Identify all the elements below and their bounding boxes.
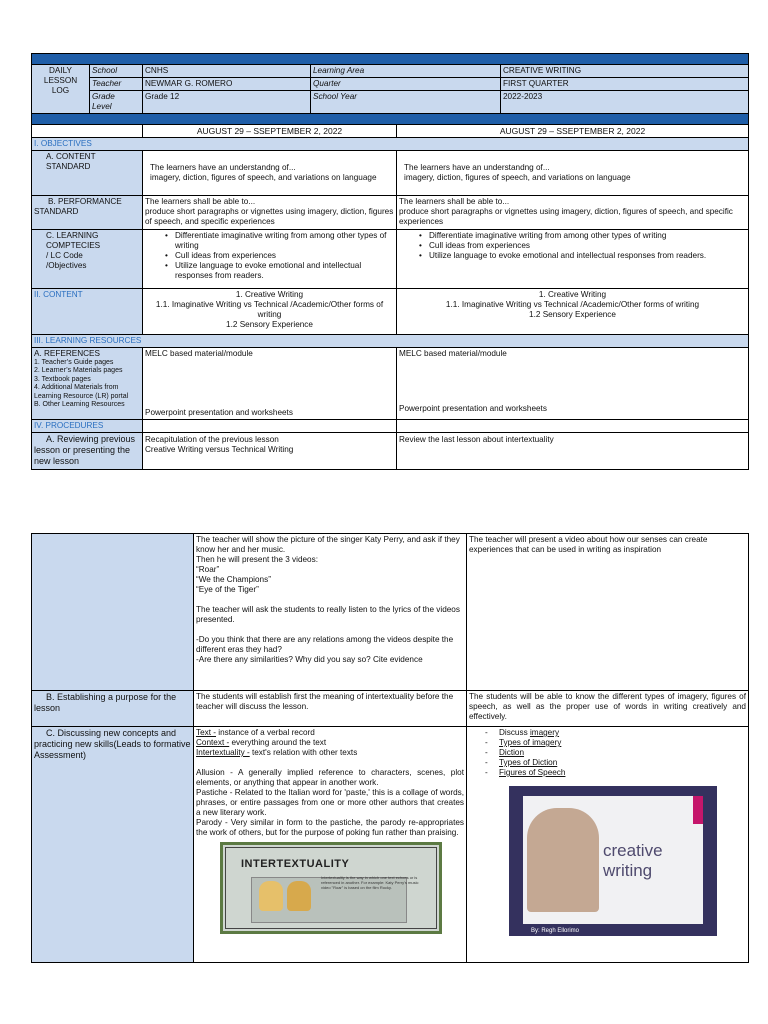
woman-photo xyxy=(527,808,599,912)
intertextuality-slide-image xyxy=(220,842,442,934)
slide-note: Intertextuality is the way in which one text echoes or is referenced in another. For example: Katy Perry's music video "Roar" is based on the film Rocky. xyxy=(321,875,419,890)
discussing-2 xyxy=(467,727,749,963)
topic-item: - Diction xyxy=(469,748,746,758)
definition-text xyxy=(196,728,464,738)
resources-heading: III. LEARNING RESOURCES xyxy=(32,335,749,348)
pastiche-text: Pastiche - Related to the Italian word for 'paste,' this is a collage of words, phrases, or entire passages from one or more other authors that creates a new literary work. xyxy=(196,788,464,817)
quarter-value: FIRST QUARTER xyxy=(501,78,749,91)
competencies-1 xyxy=(143,230,397,289)
date-blank xyxy=(32,125,143,138)
term-context: Context - xyxy=(196,738,230,747)
teacher-value: NEWMAR G. ROMERO xyxy=(143,78,311,91)
melc-text-2: MELC based material/module xyxy=(399,349,507,358)
topic-text: Discuss imagery xyxy=(499,728,560,737)
creative-writing-slide-image xyxy=(509,786,717,936)
content-text-1: 1. Creative Writing 1.1. Imaginative Writing vs Technical /Academic/Other forms of writing 1.2 Sensory Experience xyxy=(143,289,397,335)
lesson-log-table-page1 xyxy=(31,53,749,470)
references-label: A. REFERENCES xyxy=(34,349,100,358)
competency-item: • Differentiate imaginative writing from among other types of writing xyxy=(145,231,394,251)
date-col2: AUGUST 29 – SSEPTEMBER 2, 2022 xyxy=(397,125,749,138)
competency-item: • Utilize language to evoke emotional and intellectual responses from readers. xyxy=(145,261,394,281)
competency-item: • Cull ideas from experiences xyxy=(399,241,746,251)
singer-photo-2 xyxy=(287,881,311,911)
procedures-blank-1 xyxy=(143,420,397,433)
performance-standard-1: The learners shall be able to... produce short paragraphs or vignettes using imagery, diction, figures of speech, and specific experiences xyxy=(143,196,397,230)
objectives-heading: I. OBJECTIVES xyxy=(32,138,749,151)
competencies-label: C. LEARNING COMPTECIES / LC Code /Objectives xyxy=(32,230,143,289)
performance-standard-label: B. PERFORMANCE STANDARD xyxy=(32,196,143,230)
dll-label: DAILY LESSON LOG xyxy=(32,65,90,114)
reviewing-2: Review the last lesson about intertextuality xyxy=(397,433,749,470)
reviewing-continued-2: The teacher will present a video about how our senses can create experiences that can be used in writing as inspiration xyxy=(467,534,749,691)
school-year-value: 2022-2023 xyxy=(501,91,749,114)
purpose-label: B. Establishing a purpose for the lesson xyxy=(32,691,194,727)
def-intertextuality: text's relation with other texts xyxy=(249,748,358,757)
discussing-label: C. Discussing new concepts and practicing new skills(Leads to formative Assessment) xyxy=(32,727,194,963)
parody-text: Parody - Very similar in form to the pastiche, the parody re-appropriates the work of others, but for the purpose of poking fun rather than praising. xyxy=(196,818,464,837)
content-standard-label: A. CONTENT STANDARD xyxy=(32,151,143,196)
content-heading: II. CONTENT xyxy=(32,289,143,335)
def-context: everything around the text xyxy=(229,738,327,747)
school-year-label: School Year xyxy=(311,91,501,114)
content-text-2: 1. Creative Writing 1.1. Imaginative Writing vs Technical /Academic/Other forms of writing 1.2 Sensory Experience xyxy=(397,289,749,335)
procedures-blank-2 xyxy=(397,420,749,433)
reviewing-label: A. Reviewing previous lesson or presenting the new lesson xyxy=(32,433,143,470)
procedures-heading: IV. PROCEDURES xyxy=(32,420,143,433)
purpose-2: The students will be able to know the different types of imagery, figures of speech, as well as the proper use of words in writing creatively and effectively. xyxy=(467,691,749,727)
grade-label: Grade Level xyxy=(90,91,143,114)
slide-line1: creative xyxy=(603,841,663,860)
references-cell xyxy=(32,348,143,420)
slide-title: INTERTEXTUALITY xyxy=(241,858,350,870)
content-standard-1: The learners have an understandng of... imagery, diction, figures of speech, and variations on language xyxy=(143,151,397,196)
topic-item: - Types of imagery xyxy=(469,738,746,748)
references-col1 xyxy=(143,348,397,420)
learning-area-label: Learning Area xyxy=(311,65,501,78)
term-intertextuality: Intertextuality - xyxy=(196,748,250,757)
content-standard-2: The learners have an understandng of... imagery, diction, figures of speech, and variations on language xyxy=(397,151,749,196)
ppt-text-1: Powerpoint presentation and worksheets xyxy=(145,408,293,417)
allusion-text: Allusion - A generally implied reference to characters, scenes, plot elements, or anything that appear in another work. xyxy=(196,768,464,787)
grade-value: Grade 12 xyxy=(143,91,311,114)
learning-area-value: CREATIVE WRITING xyxy=(501,65,749,78)
teacher-label: Teacher xyxy=(90,78,143,91)
school-label: School xyxy=(90,65,143,78)
competency-item: • Cull ideas from experiences xyxy=(145,251,394,261)
definition-context xyxy=(196,738,464,748)
performance-standard-2: The learners shall be able to... produce short paragraphs or vignettes using imagery, diction, figures of speech, and specific experiences xyxy=(397,196,749,230)
topic-item: - Types of Diction xyxy=(469,758,746,768)
references-list: 1. Teacher’s Guide pages 2. Learner’s Materials pages 3. Textbook pages 4. Additional Materials from Learning Resource (LR) portal B. Other Learning Resources xyxy=(34,359,129,409)
competency-item: • Differentiate imaginative writing from among other types of writing xyxy=(399,231,746,241)
def-text: instance of a verbal record xyxy=(216,728,315,737)
slide-byline: By: Regh Ellorimo xyxy=(531,928,580,934)
date-col1: AUGUST 29 – SSEPTEMBER 2, 2022 xyxy=(143,125,397,138)
topic-item: - Figures of Speech xyxy=(469,768,746,778)
topic-item xyxy=(469,728,746,738)
reviewing-continued-label xyxy=(32,534,194,691)
reviewing-continued-1: The teacher will show the picture of the singer Katy Perry, and ask if they know her and her music. Then he will present the 3 videos: “Roar” “We the Champions” “Eye of the Tiger” The teacher will ask the students to really listen to the lyrics of the videos presented. -Do you think that there are any relations among the videos despite the different eras they had? -Are there any similarities? Why did you say so? Cite evidence xyxy=(194,534,467,691)
discussing-1 xyxy=(194,727,467,963)
competency-item: • Utilize language to evoke emotional and intellectual responses from readers. xyxy=(399,251,746,261)
lesson-log-table-page2 xyxy=(31,533,749,963)
ppt-text-2: Powerpoint presentation and worksheets xyxy=(399,404,547,413)
melc-text-1: MELC based material/module xyxy=(145,349,253,358)
quarter-label: Quarter xyxy=(311,78,501,91)
competencies-2 xyxy=(397,230,749,289)
references-col2 xyxy=(397,348,749,420)
singer-photo-1 xyxy=(259,881,283,911)
term-text: Text - xyxy=(196,728,217,737)
purpose-1: The students will establish first the meaning of intertextuality before the teacher will discuss the lesson. xyxy=(194,691,467,727)
slide-line2: writing xyxy=(603,861,653,880)
definition-intertextuality xyxy=(196,748,464,758)
reviewing-1: Recapitulation of the previous lesson Creative Writing versus Technical Writing xyxy=(143,433,397,470)
school-value: CNHS xyxy=(143,65,311,78)
